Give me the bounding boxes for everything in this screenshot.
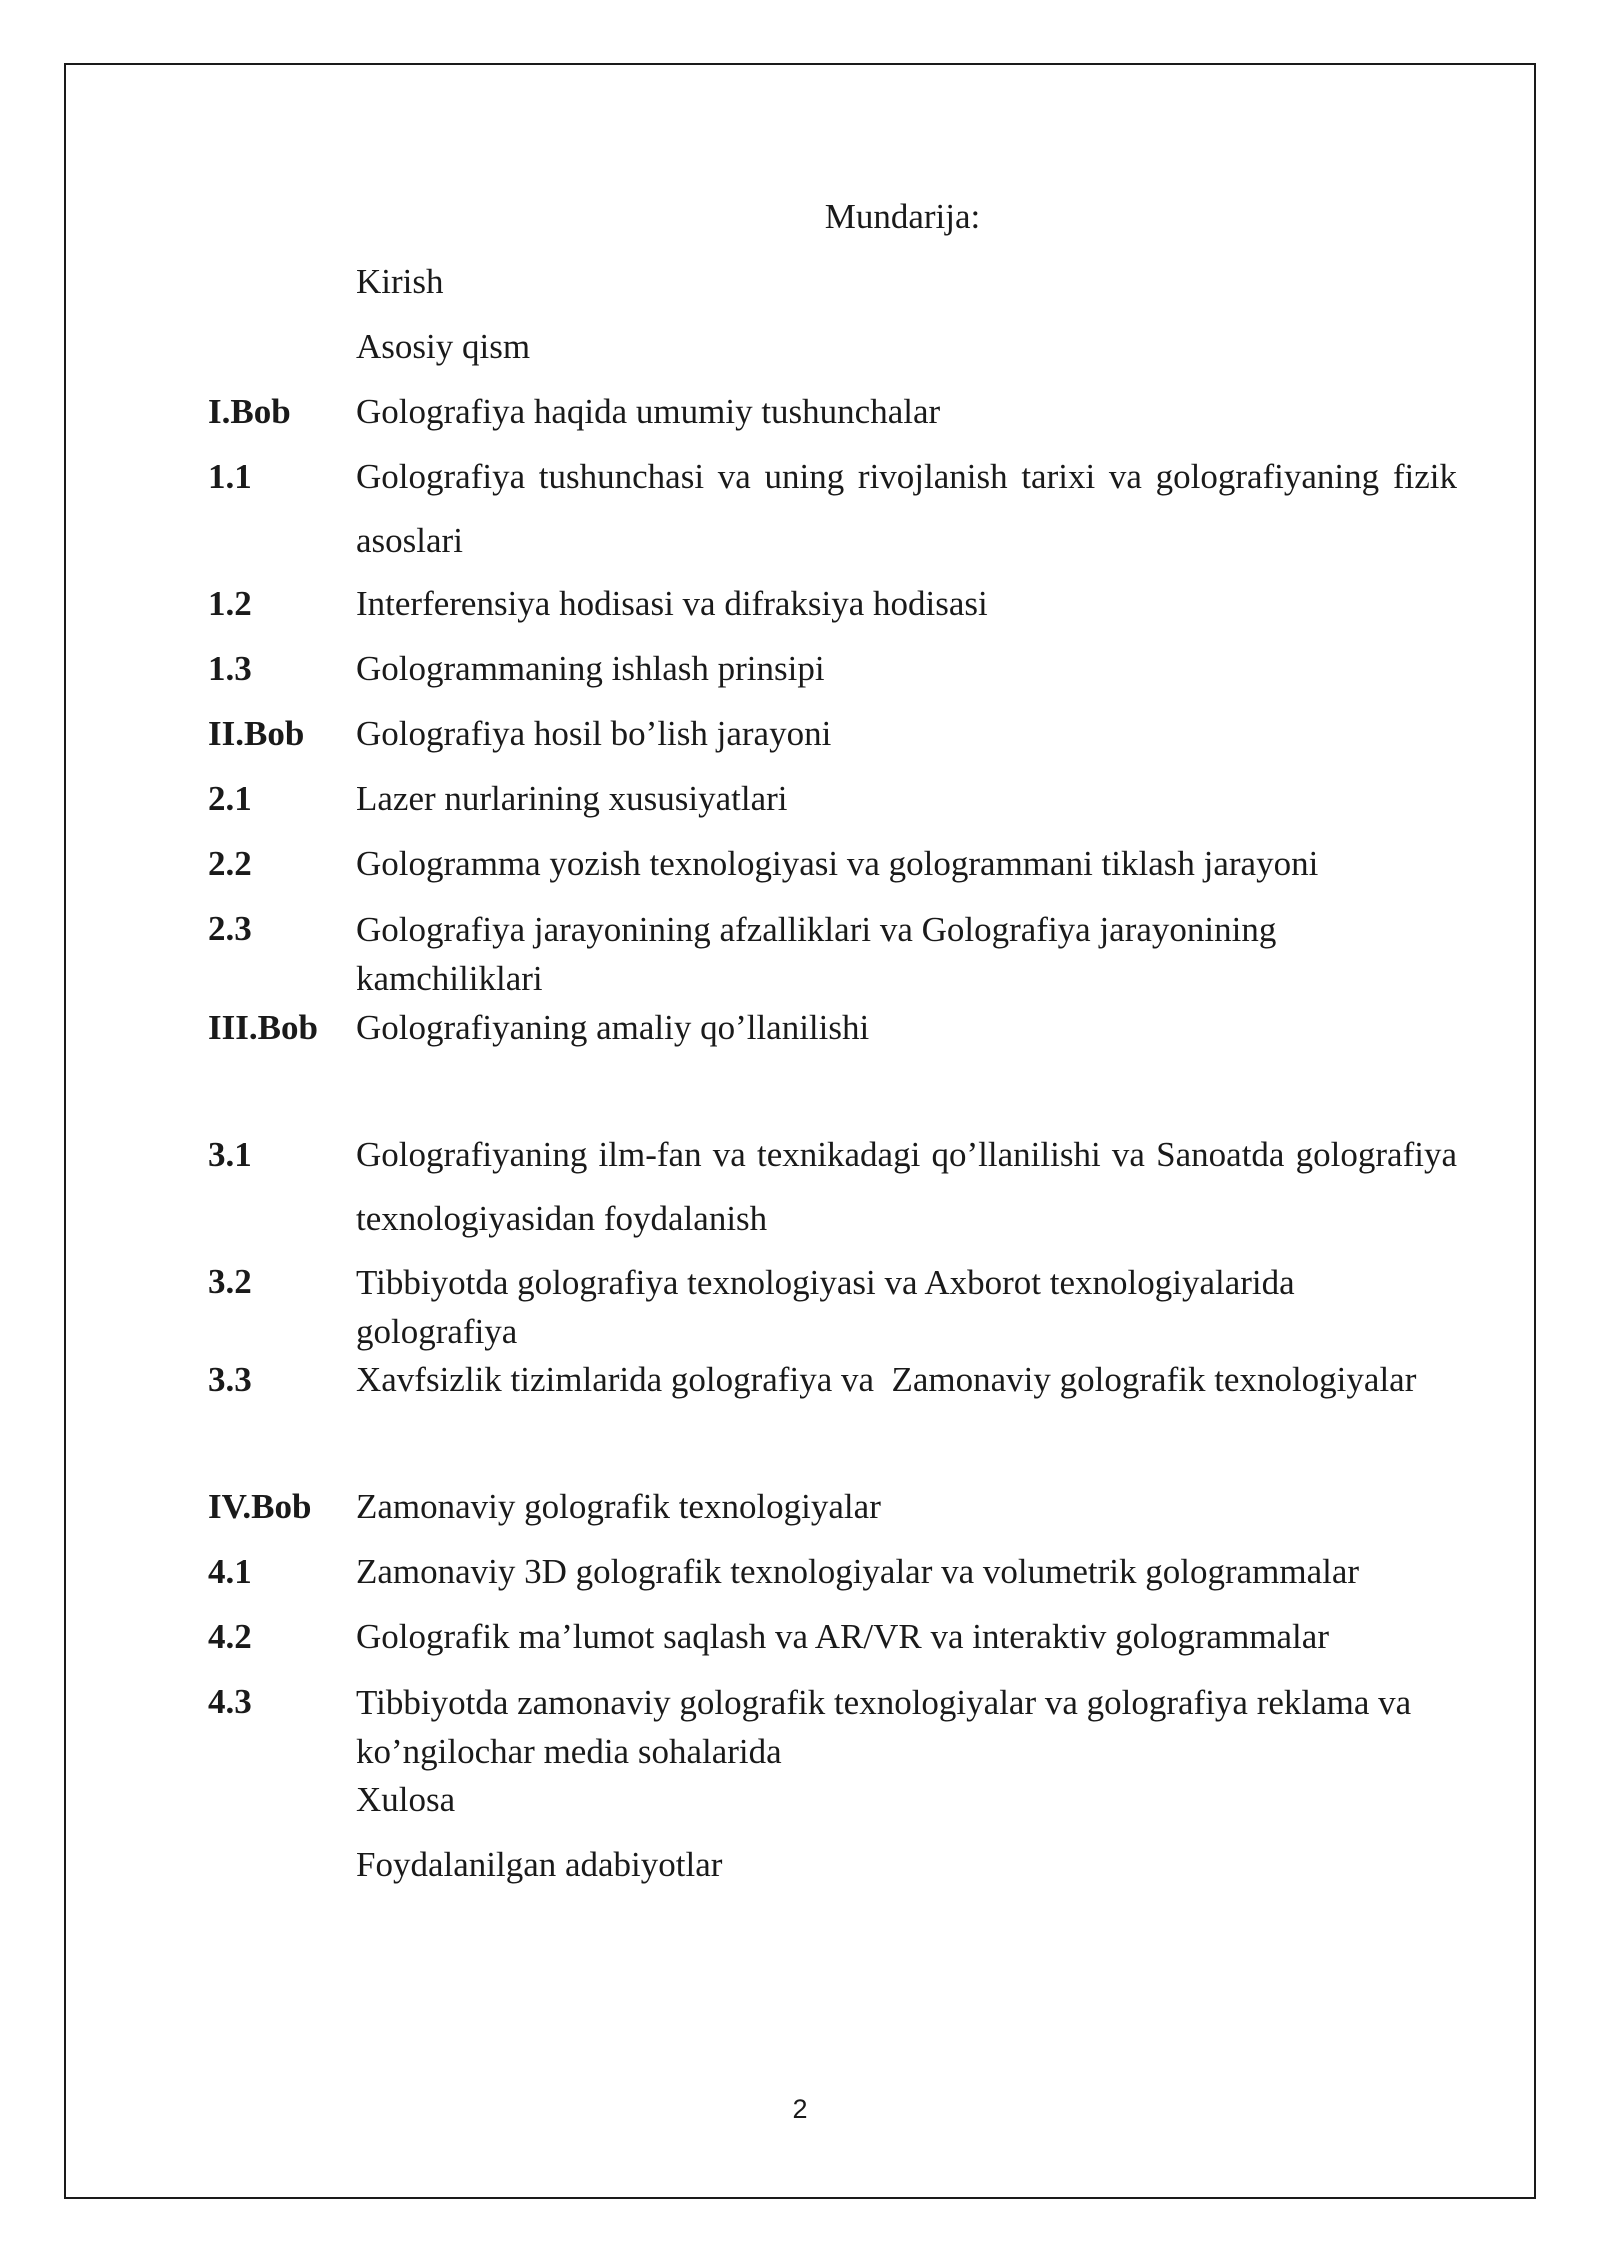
toc-entry-text: Kirish xyxy=(356,262,444,301)
toc-entry-number: 2.2 xyxy=(208,844,252,883)
toc-entry-number: 2.1 xyxy=(208,779,252,818)
toc-entry-number: 3.1 xyxy=(208,1135,252,1174)
toc-entry-text: Golografiyaning ilm-fan va texnikadagi qo’llanilishi va Sanoatda golografiya texnologiyasidan foydalanish xyxy=(356,1135,1457,1238)
toc-entry-number: 1.2 xyxy=(208,584,252,623)
toc-entry-number: 1.3 xyxy=(208,649,252,688)
toc-entry-text: Xulosa xyxy=(356,1780,456,1819)
toc-entry-number: 4.2 xyxy=(208,1617,252,1656)
toc-entry-number: 3.3 xyxy=(208,1360,252,1399)
toc-entry-number: 3.2 xyxy=(208,1262,252,1301)
toc-entry-text: Zamonaviy golografik texnologiyalar xyxy=(356,1487,881,1526)
toc-entry-text: Golografik ma’lumot saqlash va AR/VR va interaktiv gologrammalar xyxy=(356,1617,1329,1656)
toc-entry-text: Golografiyaning amaliy qo’llanilishi xyxy=(356,1008,870,1047)
toc-entry-text: Golografiya hosil bo’lish jarayoni xyxy=(356,714,832,753)
toc-entry-text: Foydalanilgan adabiyotlar xyxy=(356,1845,723,1884)
toc-entry-number: 4.3 xyxy=(208,1682,252,1721)
page-title: Mundarija: xyxy=(824,197,981,236)
toc-entry-number: II.Bob xyxy=(208,714,305,753)
toc-entry-text: Golografiya jarayonining afzalliklari va Golografiya jarayonining kamchiliklari xyxy=(356,910,1277,998)
toc-entry-number: 1.1 xyxy=(208,457,252,496)
toc-entry-text: Zamonaviy 3D golografik texnologiyalar va volumetrik gologrammalar xyxy=(356,1552,1360,1591)
toc-entry-text: Xavfsizlik tizimlarida golografiya va Zamonaviy golografik texnologiyalar xyxy=(356,1360,1417,1399)
toc-entry-number: I.Bob xyxy=(208,392,291,431)
toc-entry-text: Tibbiyotda golografiya texnologiyasi va Axborot texnologiyalarida golografiya xyxy=(356,1263,1295,1351)
toc-entry-number: 4.1 xyxy=(208,1552,252,1591)
page-number: 2 xyxy=(792,2094,808,2124)
toc-entry-number: III.Bob xyxy=(208,1008,318,1047)
toc-entry-text: Golografiya tushunchasi va uning rivojlanish tarixi va golografiyaning fizik asoslari xyxy=(356,457,1457,560)
toc-entry-text: Golografiya haqida umumiy tushunchalar xyxy=(356,392,941,431)
toc-entry-number: 2.3 xyxy=(208,909,252,948)
toc-entry-text: Gologrammaning ishlash prinsipi xyxy=(356,649,825,688)
toc-entry-text: Tibbiyotda zamonaviy golografik texnologiyalar va golografiya reklama va ko’ngilochar media sohalarida xyxy=(356,1683,1412,1771)
toc-entry-text: Lazer nurlarining xususiyatlari xyxy=(356,779,788,818)
toc-entry-text: Interferensiya hodisasi va difraksiya hodisasi xyxy=(356,584,988,623)
toc-entry-number: IV.Bob xyxy=(208,1487,312,1526)
toc-entry-text: Asosiy qism xyxy=(356,327,531,366)
toc-entry-text: Gologramma yozish texnologiyasi va gologrammani tiklash jarayoni xyxy=(356,844,1319,883)
